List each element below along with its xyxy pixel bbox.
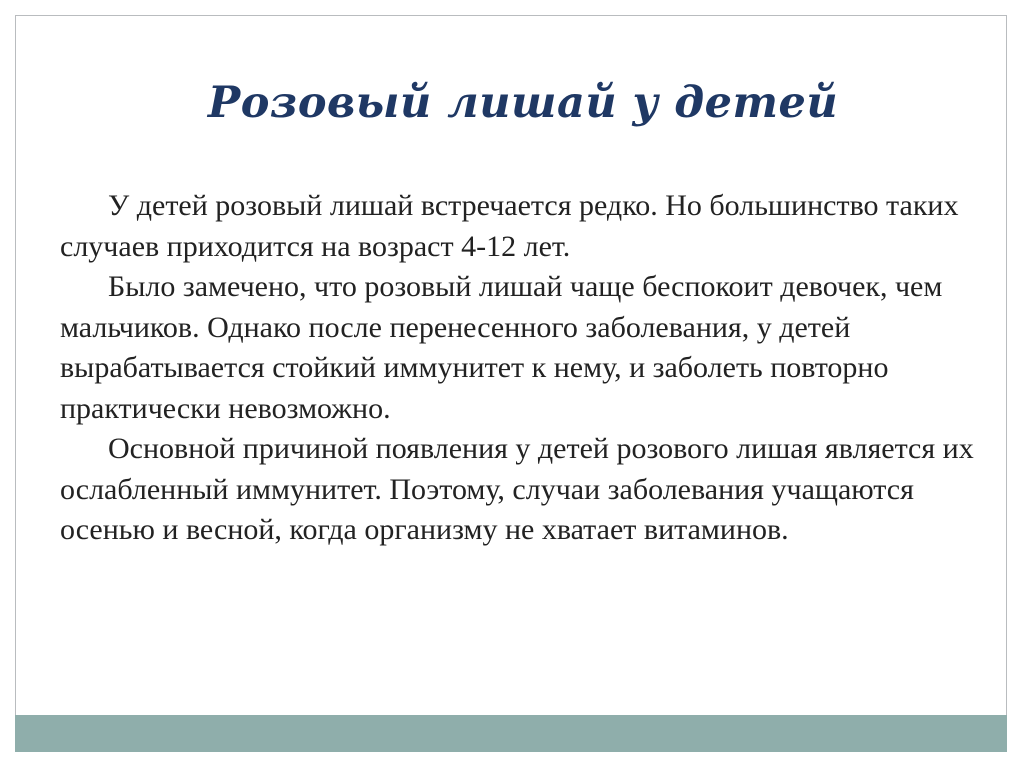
paragraph-3: Основной причиной появления у детей розового лишая является их ослабленный иммунитет. Поэтому, случаи заболевания учащаются осенью и весной, когда организму не хватает витаминов. <box>60 432 974 546</box>
paragraph-1: У детей розовый лишай встречается редко. Но большинство таких случаев приходится на возраст 4-12 лет. <box>60 189 959 263</box>
slide-title: Розовый лишай у детей <box>207 78 839 128</box>
paragraph-2: Было замечено, что розовый лишай чаще беспокоит девочек, чем мальчиков. Однако после перенесенного заболевания, у детей вырабатывается стойкий иммунитет к нему, и заболеть повторно практически невозможно. <box>60 270 943 425</box>
bottom-decorative-band <box>15 715 1007 752</box>
slide-body <box>60 186 990 551</box>
